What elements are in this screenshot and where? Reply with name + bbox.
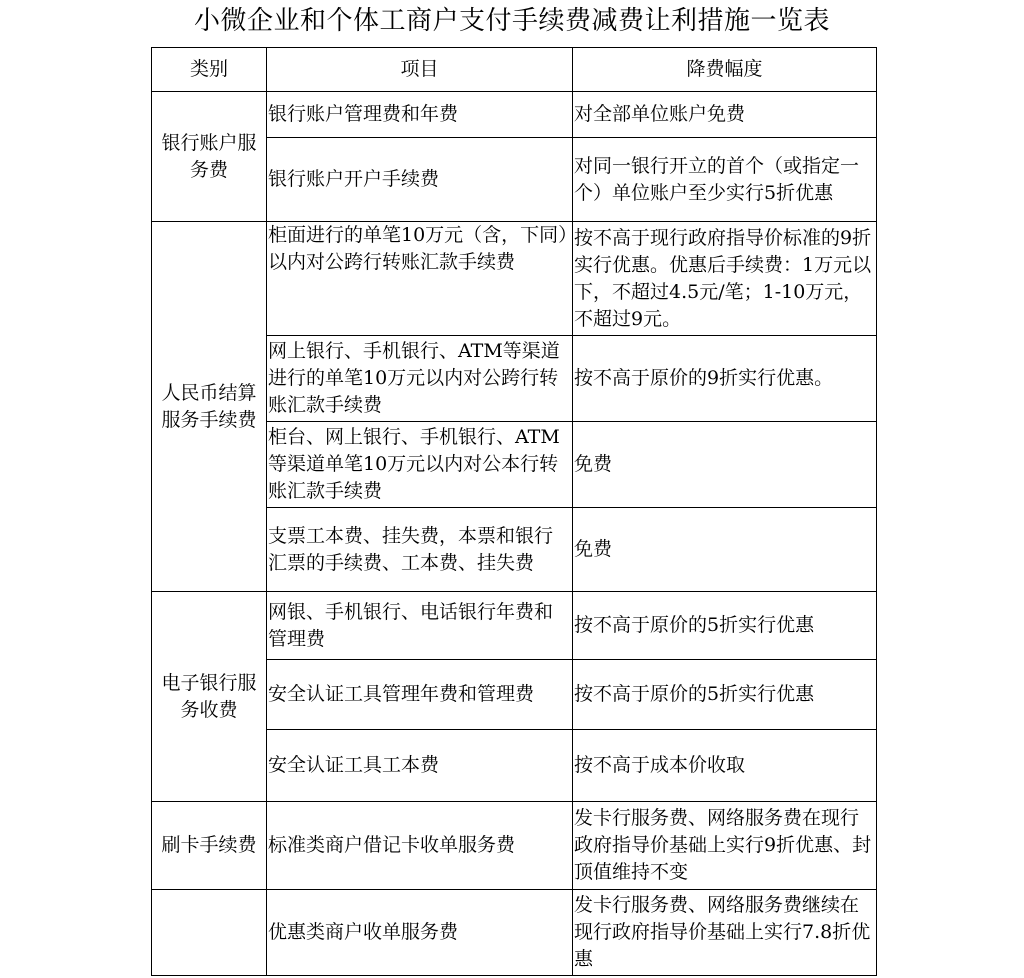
- table-row: [152, 222, 877, 336]
- category-cell: [152, 92, 267, 222]
- header-category: 类别: [152, 48, 267, 92]
- item-cell: 优惠类商户收单服务费: [267, 890, 573, 976]
- category-label: 电子银行服务收费: [161, 671, 257, 721]
- category-cell: [152, 592, 267, 802]
- header-reduction: 降费幅度: [573, 48, 877, 92]
- item-cell: 银行账户开户手续费: [267, 138, 573, 222]
- table-row: [152, 592, 877, 660]
- item-cell: 安全认证工具工本费: [267, 730, 573, 802]
- table-row: [152, 802, 877, 890]
- category-cell: [152, 890, 267, 976]
- reduction-cell: 按不高于原价的9折实行优惠。: [573, 336, 877, 422]
- table-row: [152, 92, 877, 138]
- item-cell: 网银、手机银行、电话银行年费和管理费: [267, 592, 573, 660]
- header-item: 项目: [267, 48, 573, 92]
- category-cell: [152, 802, 267, 890]
- item-cell: 银行账户管理费和年费: [267, 92, 573, 138]
- table-header-row: [152, 48, 877, 92]
- item-cell: 支票工本费、挂失费，本票和银行汇票的手续费、工本费、挂失费: [267, 508, 573, 592]
- table-row: [152, 890, 877, 976]
- item-cell: 标准类商户借记卡收单服务费: [267, 802, 573, 890]
- reduction-cell: 按不高于成本价收取: [573, 730, 877, 802]
- category-cell: [152, 222, 267, 592]
- fee-reduction-table: [151, 47, 877, 976]
- item-cell: 网上银行、手机银行、ATM等渠道进行的单笔10万元以内对公跨行转账汇款手续费: [267, 336, 573, 422]
- reduction-cell: 按不高于原价的5折实行优惠: [573, 660, 877, 730]
- reduction-cell: 按不高于现行政府指导价标准的9折实行优惠。优惠后手续费：1万元以下，不超过4.5元/笔；1-10万元，不超过9元。: [573, 222, 877, 336]
- reduction-cell: 发卡行服务费、网络服务费继续在现行政府指导价基础上实行7.8折优惠: [573, 890, 877, 976]
- item-cell: 安全认证工具管理年费和管理费: [267, 660, 573, 730]
- reduction-cell: 免费: [573, 508, 877, 592]
- category-label: 刷卡手续费: [161, 834, 257, 856]
- reduction-cell: 按不高于原价的5折实行优惠: [573, 592, 877, 660]
- reduction-cell: 发卡行服务费、网络服务费在现行政府指导价基础上实行9折优惠、封顶值维持不变: [573, 802, 877, 890]
- category-label: 银行账户服务费: [161, 131, 257, 181]
- reduction-cell: 对同一银行开立的首个（或指定一个）单位账户至少实行5折优惠: [573, 138, 877, 222]
- item-cell: 柜台、网上银行、手机银行、ATM等渠道单笔10万元以内对公本行转账汇款手续费: [267, 422, 573, 508]
- document-title: 小微企业和个体工商户支付手续费减费让利措施一览表: [193, 6, 830, 36]
- item-cell: 柜面进行的单笔10万元（含，下同）以内对公跨行转账汇款手续费: [267, 222, 573, 336]
- reduction-cell: 免费: [573, 422, 877, 508]
- category-label: 人民币结算服务手续费: [161, 381, 257, 431]
- reduction-cell: 对全部单位账户免费: [573, 92, 877, 138]
